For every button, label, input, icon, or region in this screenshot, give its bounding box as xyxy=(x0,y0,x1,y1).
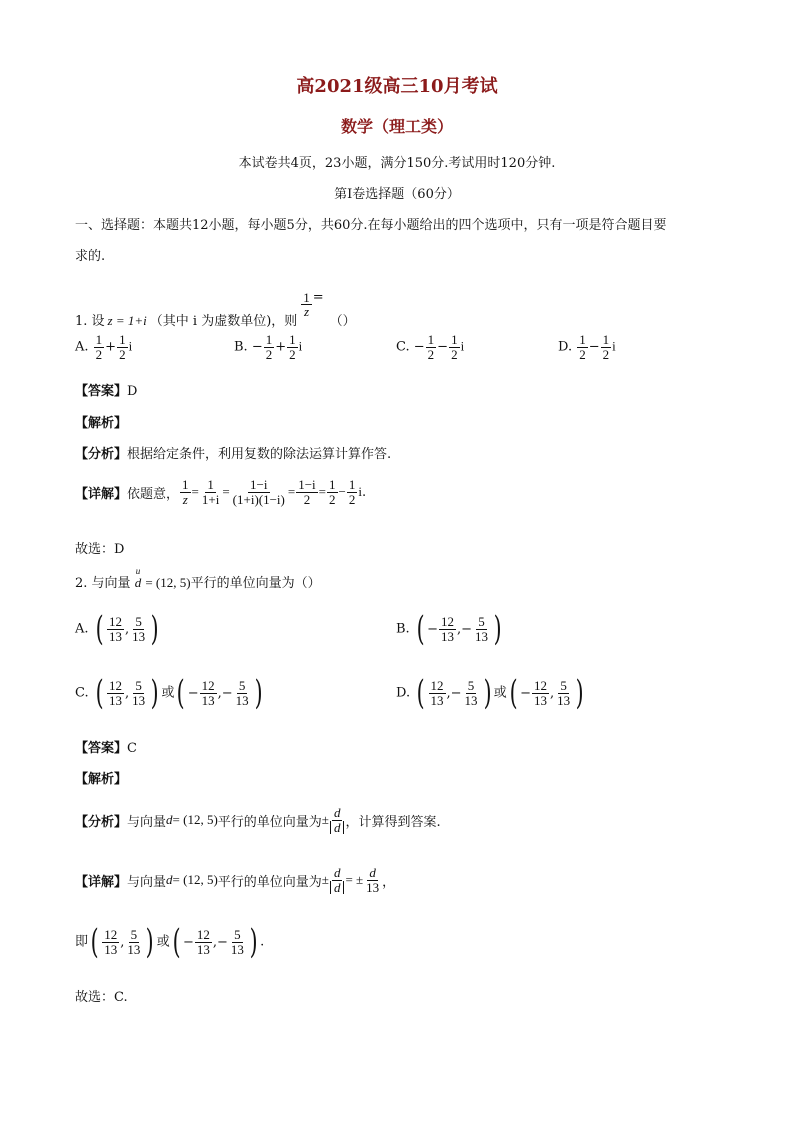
q2-answer: 【答案】C xyxy=(75,741,137,756)
q1-answer: 【答案】D xyxy=(75,384,138,399)
q2-stem: 2. 与向量 u d = (12, 5)平行的单位向量为（） xyxy=(75,566,321,591)
subject-title: 数学（理工类） xyxy=(340,117,453,136)
q1-analysis-tag: 【解析】 xyxy=(75,416,128,431)
q1-option-a[interactable]: A. $\frac{1}{2}$ + $\frac{1}{2}$ i xyxy=(75,332,133,362)
q1-eq-sign: = xyxy=(312,290,324,305)
q1-xiangjie: 【详解】 依题意， $\frac{1}{z}$ = $\frac{1}{1+i}$ = $\frac{1-i}{(1+i)(1-i)}$ = $\frac{1-i}{2}$ = $\frac{1}{2}$ − $\frac{1}{2}$ i . xyxy=(75,477,367,507)
q2-fenxi: 【分析】 与向量 d = (12, 5) 平行的单位向量为 ± $\frac{d}{d}$ ，计算得到答案. xyxy=(75,804,441,835)
exam-info: 本试卷共4页，23小题，满分150分.考试用时120分钟. xyxy=(238,156,556,171)
q1-z-eq: z = 1+i xyxy=(107,313,147,328)
q1-stem xyxy=(75,290,356,329)
vector-d: u d xyxy=(134,566,142,590)
q2-option-c[interactable]: C. ( $\frac{12}{13}$ , $\frac{5}{13}$ ) 或 ( − $\frac{12}{13}$ ,− $\frac{5}{13}$ ) xyxy=(75,673,263,713)
instruction-line-2: 求的. xyxy=(75,249,106,264)
q1-number: 1. 设 xyxy=(75,314,105,329)
unit-vector-fraction: $\frac{d}{d}$ xyxy=(330,806,345,834)
q2-analysis-tag: 【解析】 xyxy=(75,772,128,787)
q1-fenxi: 【分析】根据给定条件，利用复数的除法运算计算作答. xyxy=(75,447,392,462)
section-heading: 第I卷选择题（60分） xyxy=(334,187,460,202)
instruction-line-1: 一、选择题：本题共12小题，每小题5分，共60分.在每小题给出的四个选项中，只有一项是符合题目要 xyxy=(75,218,667,233)
exam-title: 高2021级高三10月考试 xyxy=(296,76,498,97)
q1-paren: （） xyxy=(329,314,356,329)
q1-stem-mid: （其中 i 为虚数单位)，则 xyxy=(149,314,298,329)
q2-option-a[interactable]: A. ( $\frac{12}{13}$ , $\frac{5}{13}$ ) xyxy=(75,609,159,649)
q2-result-line: 即 ( $\frac{12}{13}$ , $\frac{5}{13}$ ) 或 ( − $\frac{12}{13}$ ,− $\frac{5}{13}$ ) . xyxy=(75,922,265,962)
q1-option-c[interactable]: C. − $\frac{1}{2}$ − $\frac{1}{2}$ i xyxy=(396,332,465,362)
q1-conclusion: 故选：D xyxy=(75,542,125,557)
q1-option-d[interactable]: D. $\frac{1}{2}$ − $\frac{1}{2}$ i xyxy=(558,332,616,362)
q2-option-b[interactable]: B. ( − $\frac{12}{13}$ ,− $\frac{5}{13}$ ) xyxy=(396,609,502,649)
q2-conclusion: 故选：C. xyxy=(75,990,128,1005)
q1-stem-fraction: $\frac{1}{z}$ xyxy=(303,289,310,320)
q1-option-b[interactable]: B. − $\frac{1}{2}$ + $\frac{1}{2}$ i xyxy=(234,332,303,362)
q2-option-d[interactable]: D. ( $\frac{12}{13}$ ,− $\frac{5}{13}$ ) 或 ( − $\frac{12}{13}$ , $\frac{5}{13}$ ) xyxy=(396,673,584,713)
q2-xiangjie: 【详解】 与向量 d = (12, 5) 平行的单位向量为 ± $\frac{d}{d}$ = ± $\frac{d}{13}$ ， xyxy=(75,864,396,895)
